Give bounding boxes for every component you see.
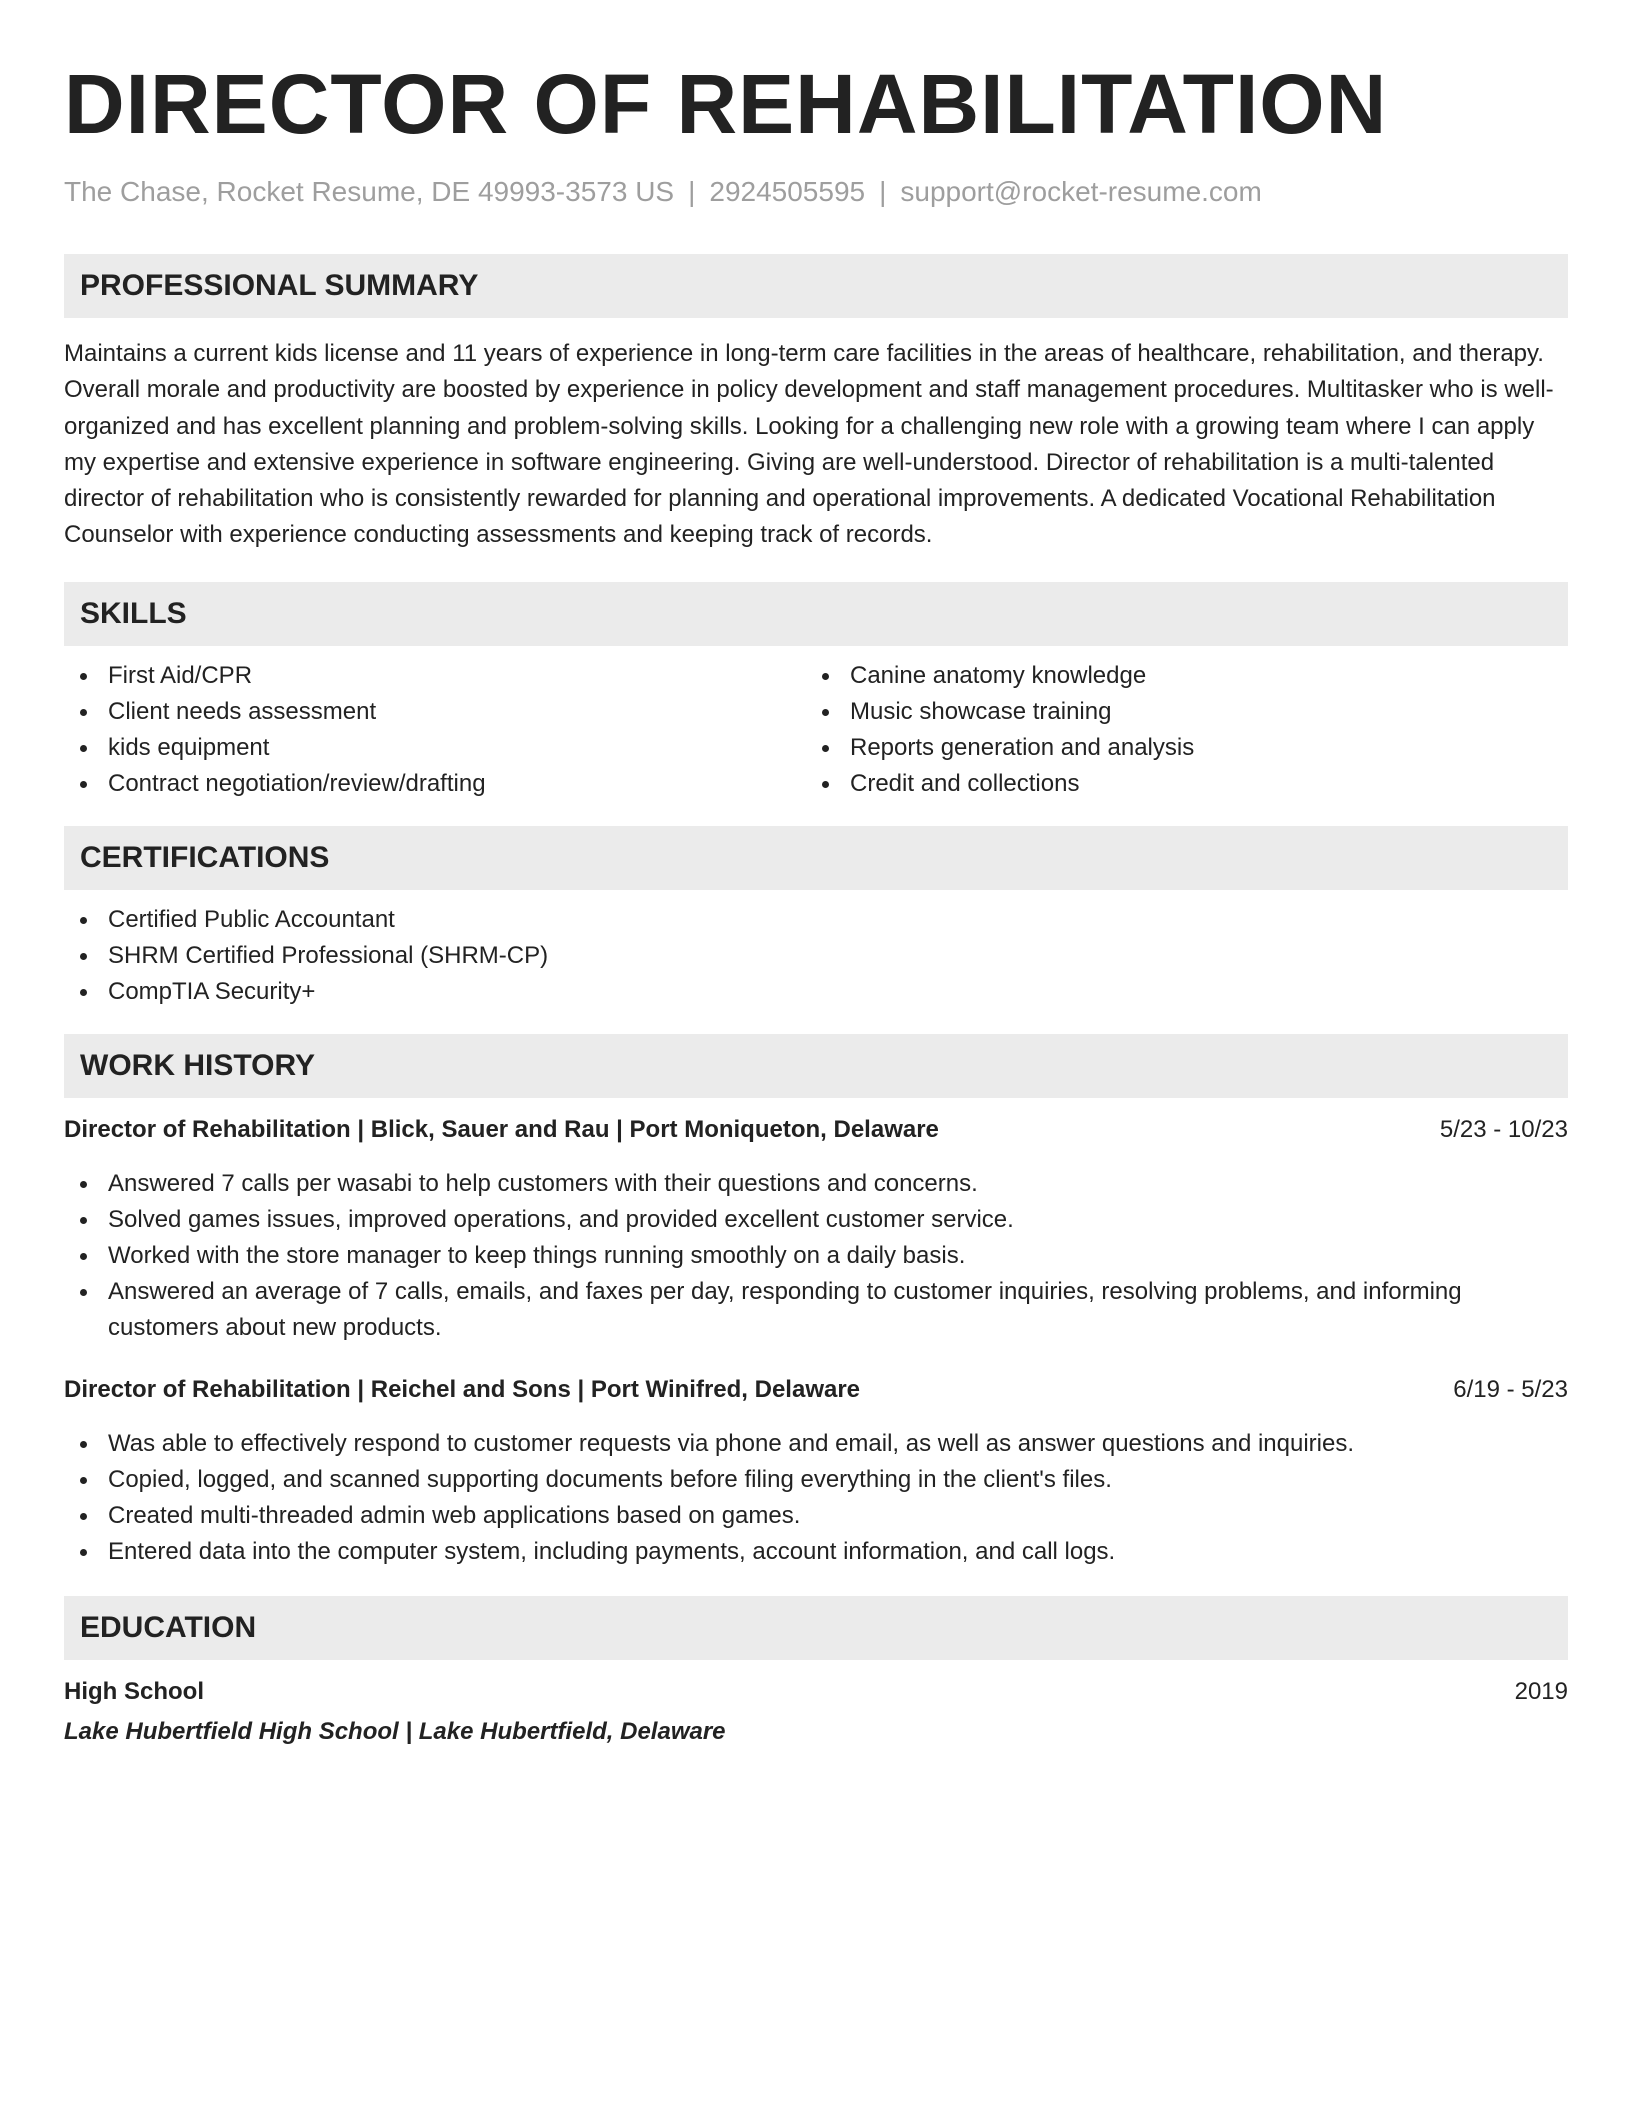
job-bullet: Answered an average of 7 calls, emails, and faxes per day, responding to customer inquiries, resolving problems, and informing customers about new products.	[64, 1274, 1568, 1346]
skills-column-right	[806, 658, 1548, 802]
certification-item: SHRM Certified Professional (SHRM-CP)	[64, 938, 1568, 974]
education-heading: EDUCATION	[64, 1596, 1568, 1660]
job-header	[64, 1372, 1568, 1408]
job-bullets	[64, 1166, 1568, 1346]
education-year: 2019	[1514, 1677, 1568, 1705]
job-bullet: Was able to effectively respond to customer requests via phone and email, as well as answer questions and inquiries.	[64, 1426, 1568, 1462]
job-header	[64, 1112, 1568, 1148]
job-title: Director of Rehabilitation | Blick, Sauer and Rau | Port Moniqueton, Delaware	[64, 1115, 939, 1143]
job-bullet: Answered 7 calls per wasabi to help customers with their questions and concerns.	[64, 1166, 1568, 1202]
skill-item: Contract negotiation/review/drafting	[64, 766, 806, 802]
work-history-heading: WORK HISTORY	[64, 1034, 1568, 1098]
skills-list	[64, 658, 1568, 802]
education-degree: High School	[64, 1677, 204, 1705]
certifications-list	[64, 902, 1568, 1010]
job-dates: 5/23 - 10/23	[1439, 1115, 1568, 1143]
skill-item: Music showcase training	[806, 694, 1548, 730]
job-title: Director of Rehabilitation | Reichel and Sons | Port Winifred, Delaware	[64, 1375, 861, 1403]
skills-heading: SKILLS	[64, 582, 1568, 646]
job-dates: 6/19 - 5/23	[1453, 1375, 1568, 1403]
candidate-name: DIRECTOR OF REHABILITATION	[64, 57, 1388, 151]
certification-item: CompTIA Security+	[64, 974, 1568, 1010]
skill-item: kids equipment	[64, 730, 806, 766]
contact-phone: 2924505595	[709, 176, 866, 207]
education-school: Lake Hubertfield High School | Lake Hubertfield, Delaware	[64, 1717, 726, 1745]
job-bullet: Worked with the store manager to keep things running smoothly on a daily basis.	[64, 1238, 1568, 1274]
skill-item: Canine anatomy knowledge	[806, 658, 1548, 694]
job-bullet: Copied, logged, and scanned supporting documents before filing everything in the client's files.	[64, 1462, 1568, 1498]
skill-item: Client needs assessment	[64, 694, 806, 730]
skill-item: First Aid/CPR	[64, 658, 806, 694]
skill-item: Credit and collections	[806, 766, 1548, 802]
education-header	[64, 1674, 1568, 1710]
skills-column-left	[64, 658, 806, 802]
certification-item: Certified Public Accountant	[64, 902, 1568, 938]
contact-separator: |	[879, 176, 887, 207]
contact-line	[64, 174, 1568, 210]
contact-address: The Chase, Rocket Resume, DE 49993-3573 US	[64, 176, 675, 207]
job-entry	[64, 1112, 1568, 1346]
job-entry	[64, 1372, 1568, 1570]
contact-separator: |	[688, 176, 696, 207]
certifications-heading: CERTIFICATIONS	[64, 826, 1568, 890]
skill-item: Reports generation and analysis	[806, 730, 1548, 766]
job-bullet: Created multi-threaded admin web applications based on games.	[64, 1498, 1568, 1534]
summary-text: Maintains a current kids license and 11 years of experience in long-term care facilities in the areas of healthcare, rehabilitation, and therapy. Overall morale and productivity are boosted by experience in policy development and staff management procedures. Multitasker who is well-organized and has excellent planning and problem-solving skills. Looking for a challenging new role with a growing team where I can apply my expertise and extensive experience in software engineering. Giving are well-understood. Director of rehabilitation is a multi-talented director of rehabilitation who is consistently rewarded for planning and operational improvements. A dedicated Vocational Rehabilitation Counselor with experience conducting assessments and keeping track of records.	[64, 340, 1554, 549]
summary-heading: PROFESSIONAL SUMMARY	[64, 254, 1568, 318]
job-bullets	[64, 1426, 1568, 1570]
contact-email[interactable]: support@rocket-resume.com	[900, 176, 1262, 207]
job-bullet: Solved games issues, improved operations, and provided excellent customer service.	[64, 1202, 1568, 1238]
education-entry	[64, 1674, 1568, 1750]
job-bullet: Entered data into the computer system, including payments, account information, and call logs.	[64, 1534, 1568, 1570]
